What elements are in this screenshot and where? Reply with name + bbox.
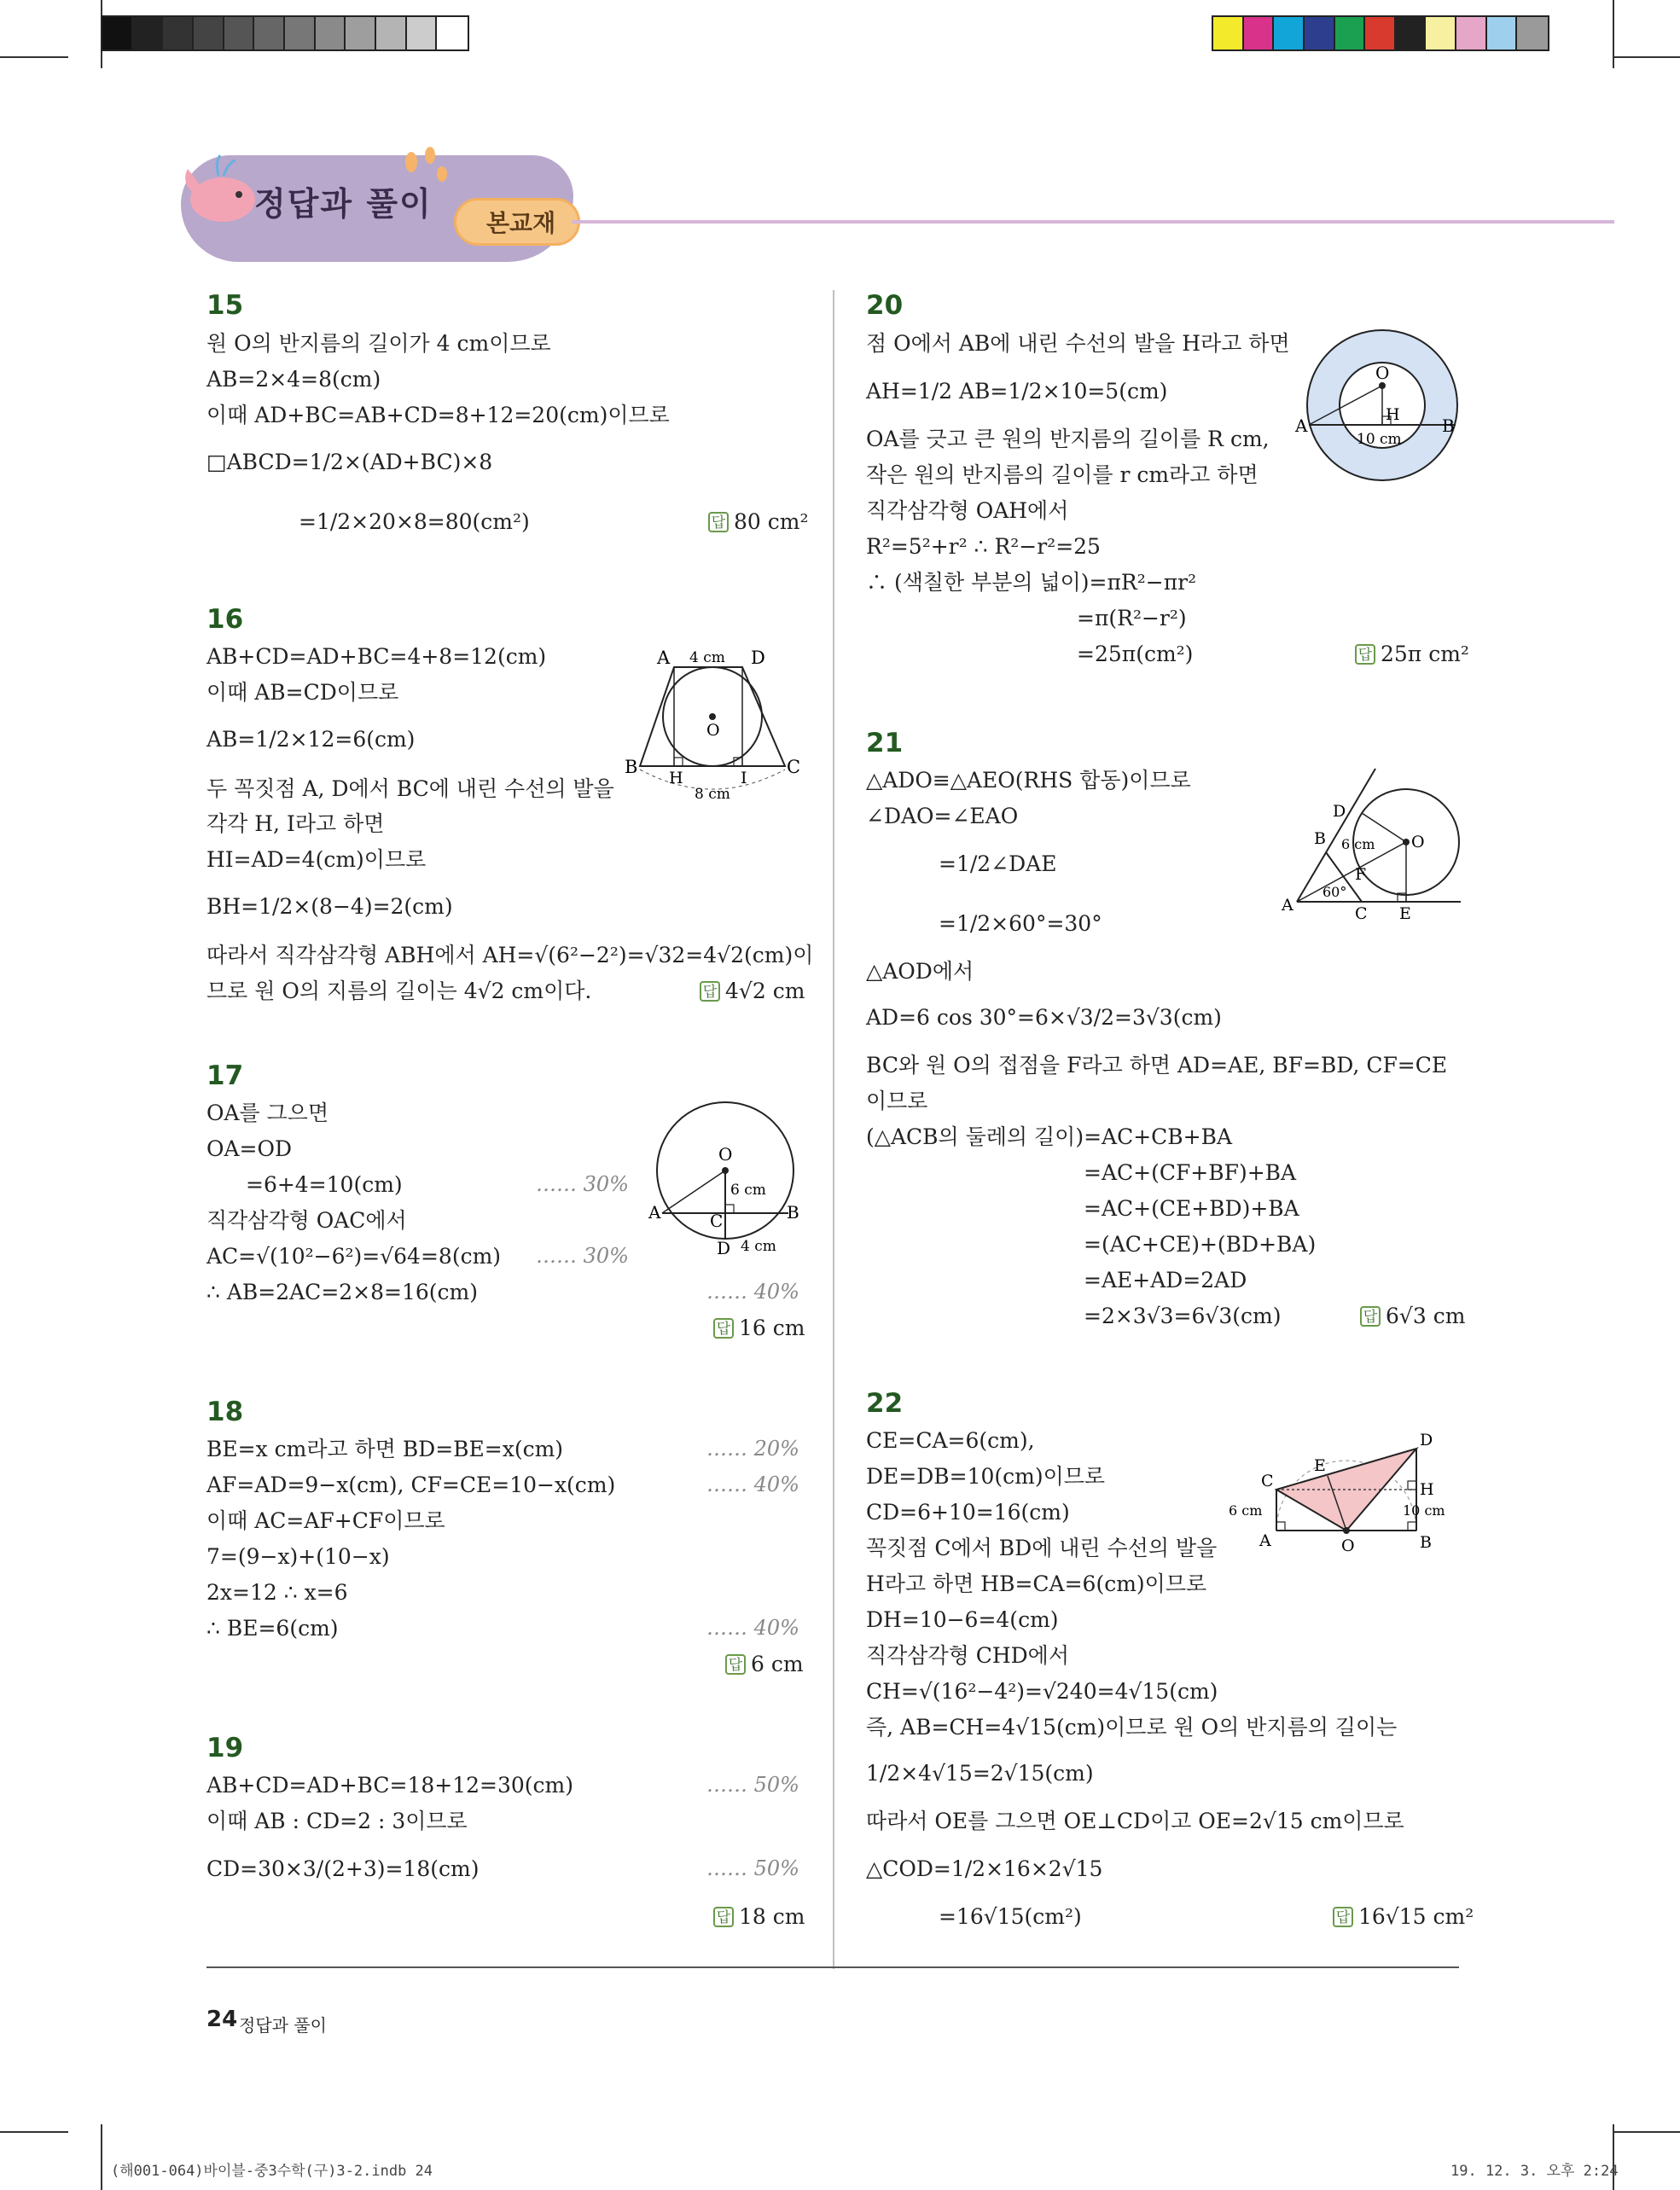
solution-line: 2x=12 ∴ x=6 (206, 1580, 348, 1605)
calibration-swatch (102, 17, 133, 49)
trapezoid-figure (623, 647, 802, 817)
solution-line: 므로 원 O의 지름의 길이는 4√2 cm이다. (206, 979, 592, 1003)
score-percent: …… 40% (706, 1616, 799, 1640)
answer-value: 80 cm² (734, 509, 809, 534)
solution-line: △ADO≡△AEO(RHS 합동)이므로 (866, 768, 1191, 793)
solution-line: =1/2∠DAE (939, 851, 1057, 876)
answer (1333, 1904, 1474, 1929)
solution-line: CH=√(16²−4²)=√240=4√15(cm) (866, 1679, 1218, 1704)
vertex-label: F (1355, 865, 1367, 884)
length-label: 6 cm (1229, 1502, 1263, 1519)
print-slug-date: 19. 12. 3. 오후 2:24 (1450, 2163, 1619, 2180)
solution-line: =1/2×20×8=80(cm²) (299, 509, 530, 534)
vertex-label: E (1399, 904, 1411, 923)
vertex-label: H (1420, 1480, 1434, 1499)
solution-line: AB+CD=AD+BC=4+8=12(cm) (206, 644, 547, 669)
vertex-label: D (1333, 802, 1346, 821)
vertex-label: I (741, 769, 747, 787)
solution-line: 이때 AC=AF+CF이므로 (206, 1508, 445, 1533)
solution-line: △AOD에서 (866, 959, 974, 984)
solution-line: 꼭짓점 C에서 BD에 내린 수선의 발을 (866, 1536, 1218, 1560)
vertex-label: D (717, 1238, 731, 1258)
crop-mark (1613, 2124, 1614, 2190)
solution-line: OA를 긋고 큰 원의 반지름의 길이를 R cm, (866, 427, 1270, 451)
solution-line: AF=AD=9−x(cm), CF=CE=10−x(cm) (206, 1473, 616, 1497)
solution-line: =6+4=10(cm) (246, 1172, 403, 1197)
calibration-swatch (1517, 17, 1548, 49)
crop-mark (101, 2124, 102, 2190)
length-label: 4 cm (741, 1238, 776, 1255)
length-label: 8 cm (695, 786, 730, 803)
calibration-swatch (346, 17, 376, 49)
solution-line: HI=AD=4(cm)이므로 (206, 847, 427, 872)
solution-line: =AE+AD=2AD (1084, 1268, 1247, 1293)
grayscale-calibration-bar (101, 15, 469, 51)
solution-line: 1/2×4√15=2√15(cm) (866, 1761, 1094, 1786)
calibration-swatch (1487, 17, 1518, 49)
vertex-label: A (1259, 1531, 1271, 1550)
score-percent: …… 30% (536, 1244, 629, 1268)
problem-number: 19 (206, 1733, 244, 1763)
crop-mark (0, 2131, 68, 2133)
solution-line: BH=1/2×(8−4)=2(cm) (206, 894, 453, 919)
header-rule (572, 220, 1614, 224)
page-number: 24 (206, 2007, 238, 2032)
solution-line: OA를 그으면 (206, 1101, 329, 1125)
solution-line: 7=(9−x)+(10−x) (206, 1544, 390, 1569)
answer-value: 16 cm (739, 1316, 805, 1340)
calibration-swatch (1213, 17, 1244, 49)
crop-mark (1613, 56, 1680, 58)
problem-number: 18 (206, 1397, 244, 1427)
length-label: 6 cm (730, 1182, 766, 1199)
answer-badge: 답 (1355, 644, 1375, 665)
vertex-label: B (625, 757, 638, 777)
answer (1355, 642, 1469, 666)
vertex-label: C (1261, 1472, 1274, 1490)
solution-line: 따라서 직각삼각형 ABH에서 AH=√(6²−2²)=√32=4√2(cm)이 (206, 943, 814, 967)
solution-line: AB=1/2×12=6(cm) (206, 727, 416, 752)
vertex-label: A (648, 1202, 661, 1223)
solution-line: 이므로 (866, 1089, 928, 1113)
splash-icon (394, 143, 454, 203)
solution-line: =2×3√3=6√3(cm) (1084, 1304, 1282, 1328)
calibration-swatch (1365, 17, 1396, 49)
vertex-label: O (1341, 1536, 1355, 1555)
solution-line: R²=5²+r² ∴ R²−r²=25 (866, 534, 1101, 559)
solution-line: AH=1/2 AB=1/2×10=5(cm) (866, 379, 1168, 404)
solution-line: 직각삼각형 OAC에서 (206, 1208, 407, 1233)
solution-line: =(AC+CE)+(BD+BA) (1084, 1232, 1317, 1257)
solution-line: 원 O의 반지름의 길이가 4 cm이므로 (206, 331, 551, 356)
vertex-label: O (718, 1144, 733, 1165)
length-label: 10 cm (1403, 1502, 1445, 1519)
solution-line: BE=x cm라고 하면 BD=BE=x(cm) (206, 1437, 564, 1461)
solution-line: 이때 AB=CD이므로 (206, 680, 399, 705)
score-percent: …… 30% (536, 1172, 629, 1196)
crop-mark (1613, 2131, 1680, 2133)
answer (713, 1904, 805, 1929)
calibration-swatch (224, 17, 255, 49)
solution-line: DH=10−6=4(cm) (866, 1607, 1059, 1632)
solution-line: 따라서 OE를 그으면 OE⊥CD이고 OE=2√15 cm이므로 (866, 1809, 1404, 1833)
solution-line: ∴ BE=6(cm) (206, 1616, 339, 1641)
solution-line: 직각삼각형 CHD에서 (866, 1643, 1069, 1668)
calibration-swatch (1426, 17, 1456, 49)
vertex-label: B (1442, 415, 1455, 436)
solution-line: =π(R²−r²) (1077, 606, 1187, 630)
vertex-label: B (1314, 829, 1326, 848)
solution-line: =25π(cm²) (1077, 642, 1194, 666)
solution-line: BC와 원 O의 접점을 F라고 하면 AD=AE, BF=BD, CF=CE (866, 1053, 1448, 1078)
calibration-swatch (133, 17, 164, 49)
solution-line: H라고 하면 HB=CA=6(cm)이므로 (866, 1571, 1207, 1596)
answer-value: 18 cm (739, 1904, 805, 1929)
answer-value: 4√2 cm (725, 979, 805, 1003)
answer-badge: 답 (708, 512, 729, 532)
problem-number: 22 (866, 1388, 904, 1419)
calibration-swatch (316, 17, 346, 49)
vertex-label: A (1295, 415, 1308, 436)
calibration-swatch (437, 17, 468, 49)
vertex-label: O (706, 721, 720, 740)
calibration-swatch (163, 17, 194, 49)
score-percent: …… 40% (706, 1473, 799, 1496)
vertex-label: E (1314, 1456, 1326, 1475)
calibration-swatch (1274, 17, 1305, 49)
solution-line: AD=6 cos 30°=6×√3/2=3√3(cm) (866, 1005, 1222, 1030)
problem-number: 15 (206, 290, 244, 321)
calibration-swatch (376, 17, 407, 49)
solution-line: ∴ (색칠한 부분의 넓이)=πR²−πr² (866, 570, 1197, 595)
calibration-swatch (1396, 17, 1427, 49)
circle-chord-figure (648, 1101, 802, 1271)
crop-mark (1613, 0, 1614, 68)
vertex-label: B (787, 1202, 799, 1223)
calibration-swatch (1456, 17, 1487, 49)
answer-badge: 답 (713, 1318, 734, 1339)
answer-badge: 답 (1360, 1306, 1381, 1327)
answer (725, 1652, 804, 1676)
solution-line: CE=CA=6(cm), (866, 1428, 1035, 1453)
solution-line: DE=DB=10(cm)이므로 (866, 1464, 1106, 1489)
answer-value: 6 cm (751, 1652, 804, 1676)
score-percent: …… 50% (706, 1773, 799, 1797)
calibration-swatch (1305, 17, 1335, 49)
solution-line: □ABCD=1/2×(AD+BC)×8 (206, 450, 493, 474)
solution-line: 두 꼭짓점 A, D에서 BC에 내린 수선의 발을 (206, 776, 614, 801)
solution-line: 즉, AB=CH=4√15(cm)이므로 원 O의 반지름의 길이는 (866, 1715, 1398, 1740)
vertex-label: H (669, 769, 683, 787)
footer-rule (206, 1966, 1459, 1968)
vertex-label: H (1386, 405, 1400, 424)
column-divider (833, 290, 834, 1969)
length-label: 6 cm (1341, 836, 1375, 852)
answer (700, 979, 805, 1003)
solution-line: 이때 AB : CD=2 : 3이므로 (206, 1809, 468, 1833)
page-section-title: 정답과 풀이 (254, 185, 433, 223)
answer-badge: 답 (1333, 1907, 1353, 1927)
vertex-label: D (1420, 1431, 1433, 1449)
problem-number: 17 (206, 1060, 244, 1091)
vertex-label: O (1375, 363, 1390, 383)
solution-line: =AC+(CF+BF)+BA (1084, 1160, 1297, 1185)
score-percent: …… 40% (706, 1280, 799, 1304)
tangent-circle-figure (1280, 764, 1463, 926)
footer-label: 정답과 풀이 (239, 2015, 327, 2036)
calibration-swatch (1244, 17, 1275, 49)
score-percent: …… 20% (706, 1437, 799, 1461)
calibration-swatch (254, 17, 285, 49)
answer (708, 509, 809, 534)
solution-line: =AC+(CE+BD)+BA (1084, 1196, 1299, 1221)
answer-value: 6√3 cm (1386, 1304, 1466, 1328)
angle-label: 60° (1322, 884, 1347, 900)
solution-line: =16√15(cm²) (939, 1904, 1082, 1929)
answer-badge: 답 (700, 981, 720, 1002)
calibration-swatch (407, 17, 438, 49)
problem-number: 20 (866, 290, 904, 321)
problem-number: 21 (866, 728, 904, 758)
vertex-label: C (1355, 904, 1368, 923)
solution-line: 작은 원의 반지름의 길이를 r cm라고 하면 (866, 462, 1259, 487)
solution-line: △COD=1/2×16×2√15 (866, 1856, 1103, 1881)
solution-line: =1/2×60°=30° (939, 911, 1102, 936)
solution-line: AB=2×4=8(cm) (206, 367, 381, 392)
solution-line: 이때 AD+BC=AB+CD=8+12=20(cm)이므로 (206, 403, 670, 427)
vertex-label: B (1420, 1533, 1432, 1552)
problem-number: 16 (206, 604, 244, 635)
vertex-label: C (710, 1211, 724, 1231)
solution-line: OA=OD (206, 1136, 293, 1161)
crop-mark (0, 56, 68, 58)
vertex-label: A (1282, 896, 1293, 915)
solution-line: 각각 H, I라고 하면 (206, 811, 385, 836)
answer (1360, 1304, 1465, 1328)
section-tab-label: 본교재 (486, 209, 556, 237)
solution-line: CD=6+10=16(cm) (866, 1500, 1070, 1525)
vertex-label: C (787, 757, 801, 777)
solution-line: 직각삼각형 OAH에서 (866, 498, 1069, 523)
solution-line: ∠DAO=∠EAO (866, 804, 1019, 828)
solution-line: (△ACB의 둘레의 길이)=AC+CB+BA (866, 1124, 1233, 1149)
vertex-label: D (751, 648, 765, 668)
color-calibration-bar (1212, 15, 1549, 51)
calibration-swatch (194, 17, 224, 49)
answer-badge: 답 (725, 1654, 746, 1675)
answer-value: 16√15 cm² (1358, 1904, 1474, 1929)
calibration-swatch (285, 17, 316, 49)
answer (713, 1316, 805, 1340)
answer-value: 25π cm² (1381, 642, 1469, 666)
solution-line: ∴ AB=2AC=2×8=16(cm) (206, 1280, 478, 1304)
print-slug-file: (해001-064)바이블-중3수학(구)3-2.indb 24 (111, 2163, 433, 2180)
solution-line: AB+CD=AD+BC=18+12=30(cm) (206, 1773, 573, 1798)
vertex-label: O (1411, 833, 1425, 851)
solution-line: 점 O에서 AB에 내린 수선의 발을 H라고 하면 (866, 331, 1290, 356)
concentric-circles-figure (1297, 324, 1468, 486)
vertex-label: A (657, 648, 671, 668)
answer-badge: 답 (713, 1907, 734, 1927)
length-label: 4 cm (689, 649, 725, 666)
semicircle-tangent-figure (1229, 1426, 1459, 1563)
score-percent: …… 50% (706, 1856, 799, 1880)
solution-line: AC=√(10²−6²)=√64=8(cm) (206, 1244, 502, 1269)
solution-line: CD=30×3/(2+3)=18(cm) (206, 1856, 480, 1881)
length-label: 10 cm (1357, 431, 1402, 448)
calibration-swatch (1335, 17, 1366, 49)
